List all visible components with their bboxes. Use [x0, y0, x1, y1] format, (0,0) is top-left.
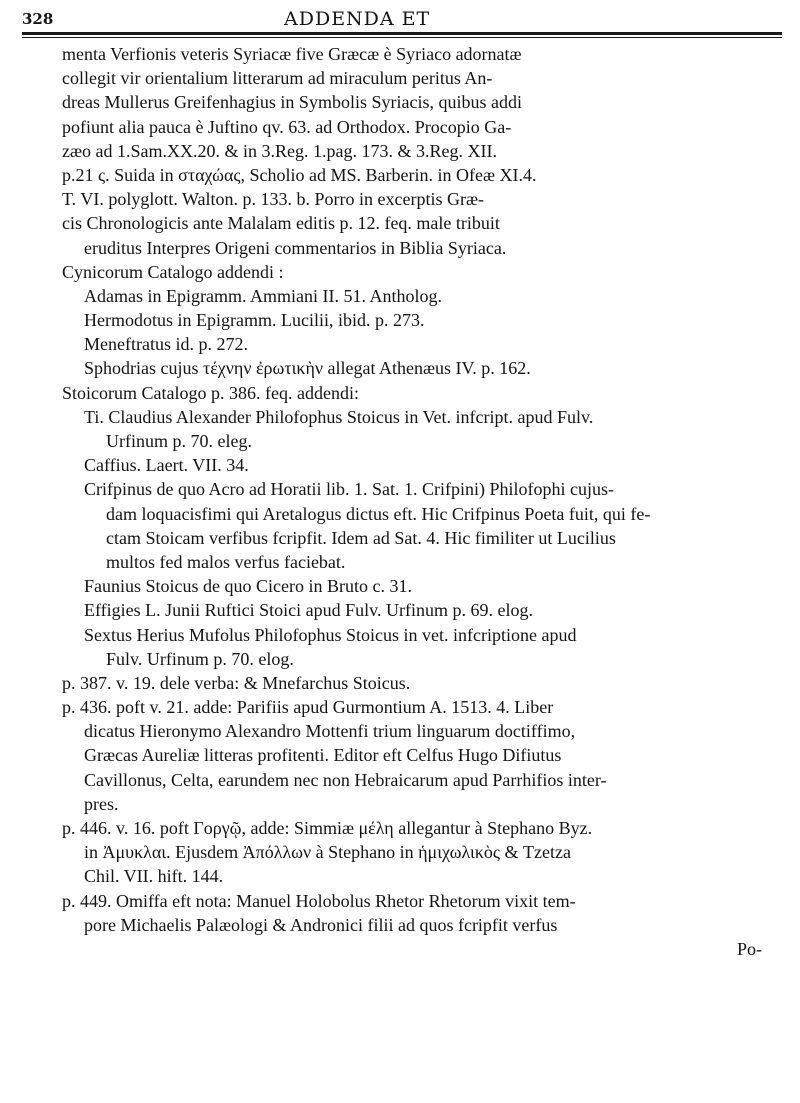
header-rule-thin — [22, 37, 782, 38]
text-line: dreas Mullerus Greifenhagius in Symbolis Syriacis, quibus addi — [62, 92, 522, 113]
text-line: eruditus Interpres Origeni commentarios in Biblia Syriaca. — [84, 237, 507, 258]
text-line: menta Verfionis veteris Syriacæ five Græcæ è Syriaco adornatæ — [62, 44, 522, 64]
text-line: in Ἀμυκλαι. Ejusdem Ἀπόλλων à Stephano in ἡμιχωλικὸς & Tzetza — [84, 842, 571, 863]
page-header — [22, 4, 782, 44]
text-line: Caffius. Laert. VII. 34. — [84, 455, 249, 476]
text-line: Stoicorum Catalogo p. 386. feq. addendi: — [62, 382, 359, 403]
text-line: p. 446. v. 16. poft Γοργῷ, adde: Simmiæ μέλη allegantur à Stephano Byz. — [62, 818, 593, 838]
text-line: Sextus Herius Mufolus Philofophus Stoicus in vet. infcriptione apud — [84, 624, 577, 645]
text-line: pofiunt alia pauca è Juftino qv. 63. ad Orthodox. Procopio Ga- — [62, 116, 512, 137]
text-line: collegit vir orientalium litterarum ad miraculum peritus An- — [62, 68, 493, 89]
text-line: Effigies L. Junii Ruftici Stoici apud Fulv. Urfinum p. 69. elog. — [84, 600, 533, 621]
text-line: Adamas in Epigramm. Ammiani II. 51. Antholog. — [84, 285, 442, 306]
body-text — [22, 42, 782, 961]
text-line: Chil. VII. hift. 144. — [84, 866, 224, 887]
text-line: ctam Stoicam verfibus fcripfit. Idem ad Sat. 4. Hic fimiliter ut Lucilius — [106, 527, 616, 548]
text-line: Sphodrias cujus τέχνην ἐρωτικὴν allegat Athenæus IV. p. 162. — [84, 358, 531, 379]
text-line: p. 387. v. 19. dele verba: & Mnefarchus Stoicus. — [62, 672, 411, 693]
text-line: Po- — [736, 938, 762, 959]
text-line: zæo ad 1.Sam.XX.20. & in 3.Reg. 1.pag. 173. & 3.Reg. XII. — [62, 140, 497, 161]
text-line: Crifpinus de quo Acro ad Horatii lib. 1. Sat. 1. Crifpini) Philofophi cujus- — [84, 479, 614, 500]
text-line: p. 449. Omiffa eft nota: Manuel Holobolus Rhetor Rhetorum vixit tem- — [62, 890, 576, 911]
text-line: p.21 ς. Suida in σταχώας, Scholio ad MS. Barberin. in Ofeæ XI.4. — [62, 164, 537, 185]
text-line: multos fed malos verfus faciebat. — [106, 551, 346, 572]
text-line: T. VI. polyglott. Walton. p. 133. b. Porro in excerptis Græ- — [62, 189, 485, 210]
text-line: pore Michaelis Palæologi & Andronici filii ad quos fcripfit verfus — [84, 914, 558, 935]
text-line: p. 436. poft v. 21. adde: Parifiis apud Gurmontium A. 1513. 4. Liber — [62, 697, 554, 718]
text-line: Urfinum p. 70. eleg. — [106, 431, 252, 451]
running-title: ADDENDA ET — [284, 8, 431, 30]
text-line: Græcas Aureliæ litteras profitenti. Editor eft Celfus Hugo Difiutus — [84, 745, 562, 766]
text-line: Fulv. Urfinum p. 70. elog. — [106, 648, 294, 669]
text-line: cis Chronologicis ante Malalam editis p. 12. feq. male tribuit — [62, 213, 500, 234]
text-line: Faunius Stoicus de quo Cicero in Bruto c. 31. — [84, 576, 412, 597]
text-line: Ti. Claudius Alexander Philofophus Stoicus in Vet. infcript. apud Fulv. — [84, 406, 594, 427]
text-line: Meneftratus id. p. 272. — [84, 334, 248, 355]
text-line: Cavillonus, Celta, earundem nec non Hebraicarum apud Parrhifios inter- — [84, 769, 607, 790]
text-line: pres. — [84, 793, 119, 814]
text-line: dicatus Hieronymo Alexandro Mottenfi trium linguarum doctiffimo, — [84, 721, 576, 742]
header-rule-thick — [22, 32, 782, 35]
text-line: Cynicorum Catalogo addendi : — [62, 261, 284, 282]
page-number: 328 — [22, 10, 54, 28]
text-line: dam loquacisfimi qui Aretalogus dictus eft. Hic Crifpinus Poeta fuit, qui fe- — [106, 503, 651, 524]
text-line: Hermodotus in Epigramm. Lucilii, ibid. p. 273. — [84, 310, 425, 331]
